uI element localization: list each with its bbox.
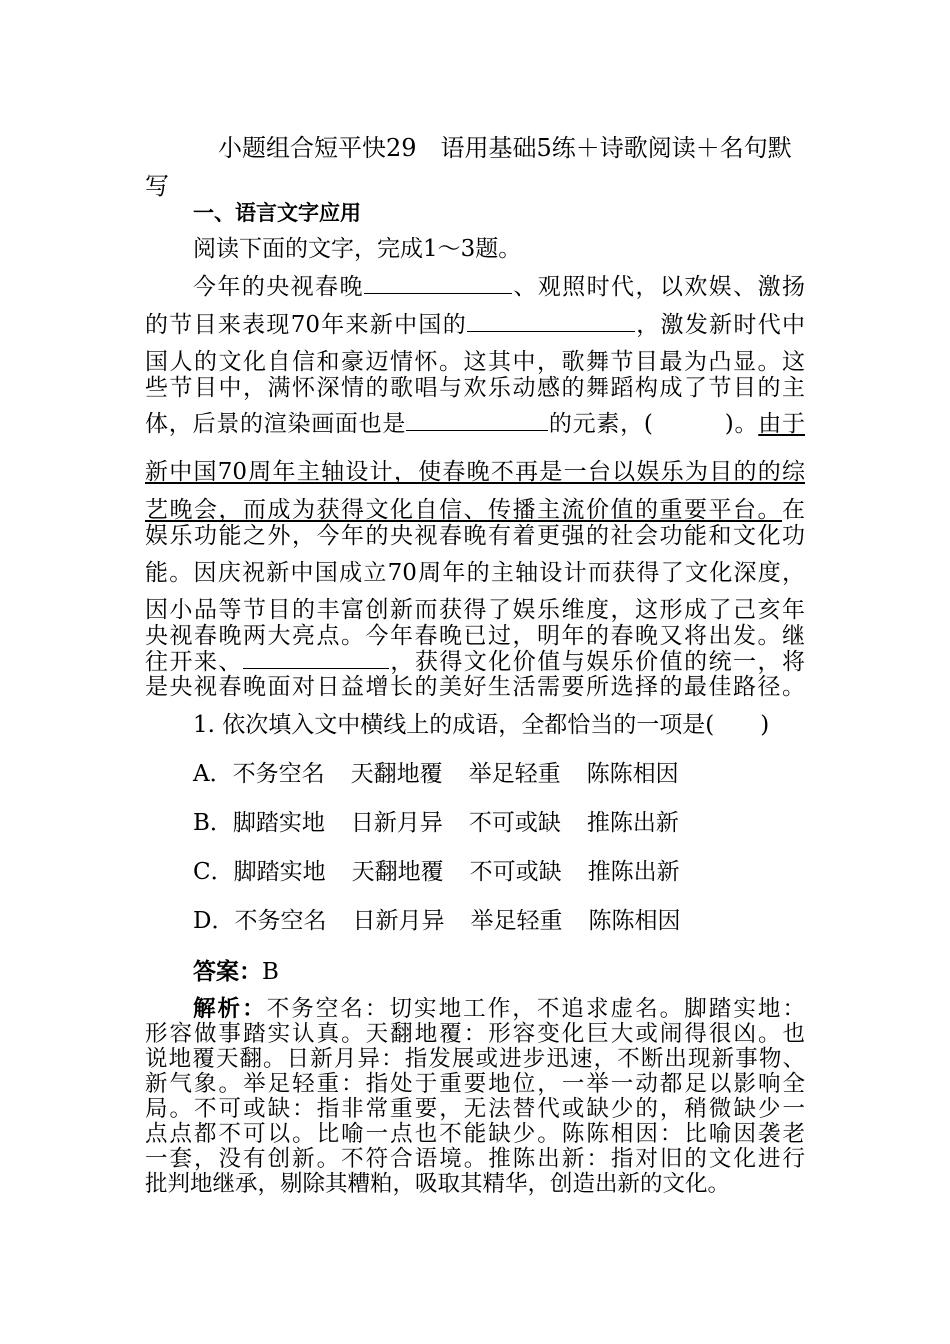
analysis-line: 形容做事踏实认真。天翻地覆：形容变化巨大或闹得很凶。也 xyxy=(145,1021,805,1047)
analysis-line: 说地覆天翻。日新月异：指发展或进步迅速，不断出现新事物、 xyxy=(145,1046,805,1072)
underlined-sentence: 由于 xyxy=(758,411,806,437)
passage-line: 是央视春晚面对日益增长的美好生活需要所选择的最佳路径。 xyxy=(145,674,805,700)
underlined-sentence: 艺晚会，而成为获得文化自信、传播主流价值的重要平台。 xyxy=(145,497,782,523)
fill-blank-4 xyxy=(243,650,389,669)
passage-line: 央视春晚两大亮点。今年春晚已过，明年的春晚又将出发。继 xyxy=(145,623,805,649)
option-c: C．脚踏实地 天翻地覆 不可或缺 推陈出新 xyxy=(193,859,680,885)
analysis-line: 点点都不可以。比喻一点也不能缺少。陈陈相因：比喻因袭老 xyxy=(145,1121,805,1147)
document-title: 小题组合短平快29 语用基础5练＋诗歌阅读＋名句默 xyxy=(218,134,792,162)
analysis-line: 新气象。举足轻重：指处于重要地位，一举一动都足以影响全 xyxy=(145,1071,805,1097)
fill-blank-1 xyxy=(364,275,512,294)
passage-line: 的节目来表现70年来新中国的 ，激发新时代中 xyxy=(145,312,805,338)
fill-blank-3 xyxy=(406,412,548,431)
passage-line: 艺晚会，而成为获得文化自信、传播主流价值的重要平台。在 xyxy=(145,497,805,523)
option-b: B．脚踏实地 日新月异 不可或缺 推陈出新 xyxy=(193,810,679,836)
question-stem: 1. 依次填入文中横线上的成语，全都恰当的一项是( ) xyxy=(193,712,770,738)
answer-value: B xyxy=(262,959,279,985)
passage-line: 往开来、 ，获得文化价值与娱乐价值的统一，将 xyxy=(145,649,806,675)
passage-line: 体，后景的渲染画面也是 的元素，( )。由于 xyxy=(145,411,806,437)
underlined-sentence: 新中国70周年主轴设计，使春晚不再是一台以娱乐为目的的综 xyxy=(145,459,805,485)
fill-blank-2 xyxy=(467,313,635,332)
passage-line: 些节目中，满怀深情的歌唱与欢乐动感的舞蹈构成了节目的主 xyxy=(145,375,805,401)
analysis-line: 解析：不务空名：切实地工作，不追求虚名。脚踏实地： xyxy=(193,996,805,1022)
analysis-line: 批判地继承，剔除其糟粕，吸取其精华，创造出新的文化。 xyxy=(145,1171,731,1197)
reading-instruction: 阅读下面的文字，完成1～3题。 xyxy=(193,236,522,262)
option-d: D．不务空名 日新月异 举足轻重 陈陈相因 xyxy=(193,908,681,934)
analysis-line: 一套，没有创新。不符合语境。推陈出新：指对旧的文化进行 xyxy=(145,1146,805,1172)
analysis-line: 局。不可或缺：指非常重要，无法替代或缺少的，稍微缺少一 xyxy=(145,1096,805,1122)
passage-line: 娱乐功能之外，今年的央视春晚有着更强的社会功能和文化功 xyxy=(145,523,805,549)
passage-line: 国人的文化自信和豪迈情怀。这其中，歌舞节目最为凸显。这 xyxy=(145,349,805,375)
passage-line: 今年的央视春晚 、观照时代，以欢娱、激扬 xyxy=(193,274,806,300)
document-title-continued: 写 xyxy=(145,172,169,200)
analysis-label: 解析： xyxy=(193,996,267,1022)
answer xyxy=(193,958,805,986)
passage-line: 因小品等节目的丰富创新而获得了娱乐维度，这形成了己亥年 xyxy=(145,597,805,623)
passage-line: 能。因庆祝新中国成立70周年的主轴设计而获得了文化深度， xyxy=(145,560,805,586)
option-a: A．不务空名 天翻地覆 举足轻重 陈陈相因 xyxy=(193,761,679,787)
section-heading: 一、语言文字应用 xyxy=(193,201,361,225)
answer-label: 答案： xyxy=(193,959,262,985)
